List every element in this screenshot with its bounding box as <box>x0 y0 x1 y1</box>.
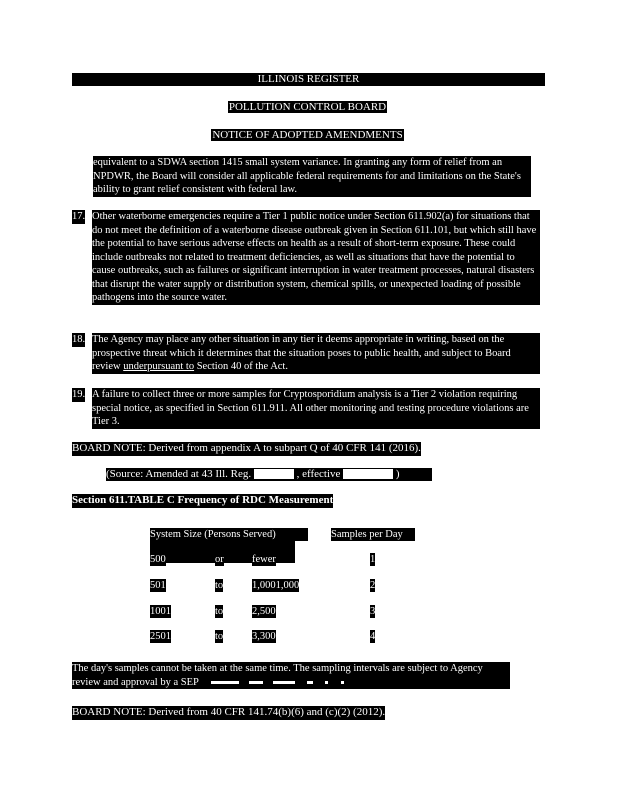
samples-note <box>72 662 510 689</box>
notice-title-text: NOTICE OF ADOPTED AMENDMENTS <box>212 129 403 141</box>
row-3-op: to <box>215 606 224 617</box>
source-text-a: (Source: Amended at 43 Ill. Reg. <box>106 468 252 480</box>
board-title-text: POLLUTION CONTROL BOARD <box>228 101 387 113</box>
source-line <box>106 468 432 481</box>
row-1-op: or <box>215 554 224 565</box>
redaction-reg <box>254 469 294 479</box>
source-text-c: ) <box>395 468 400 480</box>
intro-paragraph: equivalent to a SDWA section 1415 small system variance. In granting any form of relief from an NPDWR, the Board will consider all applicable federal requirements for and limitations on the State's ability to grant relief consistent with federal law. <box>93 156 531 197</box>
row-4-op: to <box>215 631 224 642</box>
board-note-2: BOARD NOTE: Derived from 40 CFR 141.74(b)(6) and (c)(2) (2012). <box>72 706 386 718</box>
row-4-samples: 4 <box>370 631 376 642</box>
row-1-samples: 1 <box>370 554 376 565</box>
item-19-text: A failure to collect three or more samples for Cryptosporidium analysis is a Tier 2 violation requiring special notice, as specified in Section 611.911. All other monitoring and testing procedure violations are Tier 3. <box>92 388 540 429</box>
samples-note-text: The day's samples cannot be taken at the same time. The sampling intervals are subject to Agency review and approval by a SEP <box>72 663 483 688</box>
board-note-1: BOARD NOTE: Derived from appendix A to subpart Q of 40 CFR 141 (2016). <box>72 442 421 454</box>
row-3-samples: 3 <box>370 606 376 617</box>
row-4-from: 2501 <box>150 631 171 642</box>
section-title: Section 611.TABLE C Frequency of RDC Measurement <box>72 494 334 506</box>
item-18-text-b: Section 40 of the Act. <box>194 361 288 372</box>
item-18-struck-text: underpursuant to <box>123 361 195 372</box>
register-title-text: ILLINOIS REGISTER <box>72 73 545 86</box>
row-2-from: 501 <box>150 580 166 591</box>
board-title <box>72 101 543 114</box>
redaction-date <box>343 469 393 479</box>
row-2-op: to <box>215 580 224 591</box>
notice-title <box>72 129 543 142</box>
item-18-number: 18. <box>72 334 86 345</box>
row-3-from: 1001 <box>150 606 171 617</box>
item-18-text <box>92 333 540 374</box>
item-18-text-a: The Agency may place any other situation in any tier it deems appropriate in writing, based on the prospective threat which it determines that the situation poses to public health, and subject to Board review <box>92 334 511 372</box>
col-header-samples: Samples per Day <box>331 528 415 541</box>
source-text-b: , effective <box>296 468 341 480</box>
register-title <box>72 73 543 86</box>
row-4-to: 3,300 <box>252 631 276 642</box>
row-1-to: fewer <box>252 554 276 565</box>
item-17-number: 17. <box>72 211 86 222</box>
col-header-system-size: System Size (Persons Served) <box>150 528 308 541</box>
item-19-number: 19. <box>72 389 86 400</box>
item-17-text: Other waterborne emergencies require a Tier 1 public notice under Section 611.902(a) for situations that do not meet the definition of a waterborne disease outbreak given in Section 611.101, but which still have the potential to have serious adverse effects on health as a result of short-term exposure. These could include outbreaks not related to treatment deficiencies, as well as situations that have the potential to cause outbreaks, such as failures or significant interruption in water treatment processes, natural disasters that disrupt the water supply or distribution system, chemical spills, or unexpected loading of possible pathogens into the source water. <box>92 210 540 305</box>
row-1-from: 500 <box>150 554 166 565</box>
row-3-to: 2,500 <box>252 606 276 617</box>
row-2-samples: 2 <box>370 580 376 591</box>
scribble-marks <box>201 677 361 687</box>
row-2-to: 1,0001,000 <box>252 580 300 591</box>
